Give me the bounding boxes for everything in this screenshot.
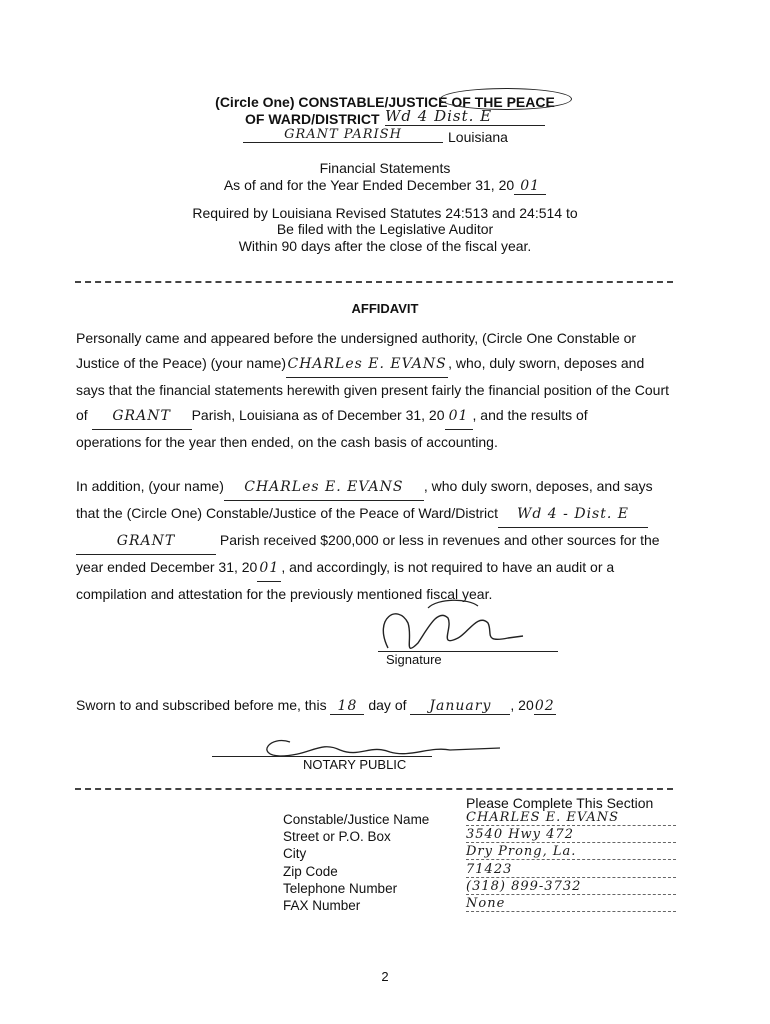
contact-section-title: Please Complete This Section <box>466 795 654 811</box>
sworn-line: Sworn to and subscribed before me, this 18 day of January , 2002 <box>76 697 555 714</box>
state-label: Louisiana <box>448 129 508 145</box>
ward-value: Wd 4 Dist. E <box>385 107 545 126</box>
p2-name: CHARLes E. EVANS <box>224 475 424 501</box>
contact-label: Telephone Number <box>283 880 398 896</box>
contact-value: Dry Prong, La. <box>466 844 676 860</box>
p2-year: 01 <box>257 556 281 582</box>
contact-value: CHARLES E. EVANS <box>466 810 676 826</box>
contact-label: Zip Code <box>283 863 338 879</box>
fs-period: As of and for the Year Ended December 31, 20 01 <box>0 177 770 195</box>
affidavit-paragraph-1: Personally came and appeared before the undersigned authority, (Circle One Constable or Justice of the Peace) (your name)CHARLes E. EVANS, who, duly sworn, deposes and says that the financial statements herewith given present fairly the financial position of the Court of GRANT Parish, Louisiana as of December 31, 20 01 , and the results of operations for the year then ended, on the cash basis of accounting. <box>76 330 669 450</box>
contact-value: None <box>466 896 676 912</box>
contact-label: City <box>283 846 307 862</box>
ward-label: OF WARD/DISTRICT <box>245 111 380 127</box>
notary-label: NOTARY PUBLIC <box>303 757 407 772</box>
req-line-1: Required by Louisiana Revised Statutes 24:513 and 24:514 to <box>192 205 578 221</box>
req-line-3: Within 90 days after the close of the fiscal year. <box>238 238 532 254</box>
signature-label: Signature <box>386 652 442 667</box>
p2-ward: Wd 4 - Dist. E <box>498 502 648 528</box>
fs-year: 01 <box>514 178 546 195</box>
parish-value: GRANT PARISH <box>243 127 443 143</box>
contact-value: (318) 899-3732 <box>466 879 676 895</box>
contact-label: Constable/Justice Name <box>283 812 430 827</box>
sworn-month: January <box>410 698 510 715</box>
req-line-2: Be filed with the Legislative Auditor <box>276 221 494 237</box>
divider-top <box>75 281 673 283</box>
contact-label: FAX Number <box>283 898 361 913</box>
p2-parish: GRANT <box>76 529 216 555</box>
sworn-year: 02 <box>534 698 555 714</box>
affidavit-heading: AFFIDAVIT <box>351 301 419 316</box>
p1-year: 01 <box>445 404 473 430</box>
page-number: 2 <box>381 969 389 984</box>
sworn-day: 18 <box>330 698 364 715</box>
fs-title: Financial Statements <box>319 160 451 176</box>
affidavit-paragraph-2: In addition, (your name) CHARLes E. EVANS , who duly sworn, deposes, and says that the (Circle One) Constable/Justice of the Peace of Ward/District Wd 4 - Dist. E GRANT Parish received $200,000 or less in revenues and other sources for the year ended December 31, 20 01 , and accordingly, is not required to have an audit or a compilation and attestation for the previously mentioned fiscal year. <box>76 474 696 607</box>
p1-name: CHARLes E. EVANS <box>286 352 448 378</box>
p1-parish: GRANT <box>92 404 192 430</box>
divider-bottom <box>75 788 673 790</box>
contact-value: 71423 <box>466 862 676 878</box>
contact-value: 3540 Hwy 472 <box>466 827 676 843</box>
contact-label: Street or P.O. Box <box>283 829 391 845</box>
form-title: (Circle One) CONSTABLE/JUSTICE OF THE PEACE <box>215 94 555 110</box>
